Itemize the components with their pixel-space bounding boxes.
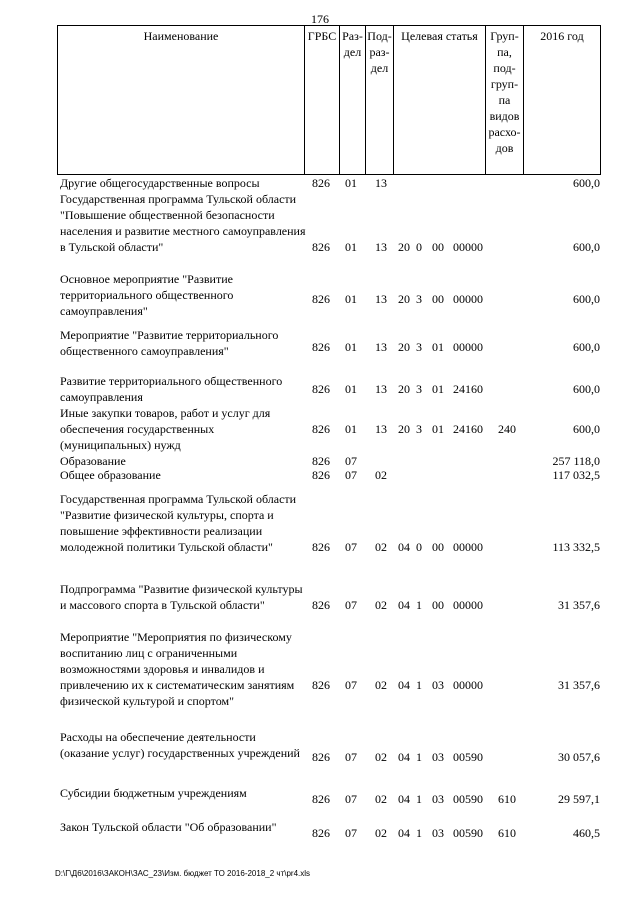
row-name: Иные закупки товаров, работ и услуг для обеспечения государственных (муниципальных) нужд bbox=[60, 406, 271, 452]
cell-t1: 04 bbox=[398, 678, 410, 692]
cell-t3: 03 bbox=[432, 826, 444, 840]
cell-vid: 240 bbox=[498, 422, 516, 436]
cell-t3: 01 bbox=[432, 340, 444, 354]
header-expense-type: Груп- па, под- груп- па видов расхо- дов bbox=[486, 26, 524, 175]
cell-t4: 00000 bbox=[453, 598, 483, 612]
row-name: Общее образование bbox=[60, 468, 161, 482]
table-header bbox=[57, 25, 601, 175]
cell-razd: 01 bbox=[345, 292, 357, 306]
cell-t4: 00590 bbox=[453, 826, 483, 840]
row-name: Образование bbox=[60, 454, 126, 468]
cell-razd: 07 bbox=[345, 540, 357, 554]
cell-vid: 610 bbox=[498, 826, 516, 840]
table-row bbox=[57, 191, 603, 271]
table-row bbox=[57, 405, 603, 453]
header-grbs: ГРБС bbox=[305, 26, 340, 175]
cell-t2: 3 bbox=[416, 292, 422, 306]
row-name: Мероприятие "Мероприятия по физическому воспитанию лиц с ограниченными возможностями здоровья и инвалидов и привлечению их к систематическим занятиям физической культурой и спортом" bbox=[60, 630, 295, 708]
cell-t2: 1 bbox=[416, 678, 422, 692]
row-name: Закон Тульской области "Об образовании" bbox=[60, 820, 277, 834]
cell-pod: 13 bbox=[375, 176, 387, 190]
cell-t2: 0 bbox=[416, 240, 422, 254]
cell-pod: 13 bbox=[375, 422, 387, 436]
cell-t1: 20 bbox=[398, 422, 410, 436]
cell-t1: 20 bbox=[398, 292, 410, 306]
cell-t3: 01 bbox=[432, 422, 444, 436]
cell-pod: 02 bbox=[375, 826, 387, 840]
cell-t4: 00000 bbox=[453, 678, 483, 692]
cell-razd: 07 bbox=[345, 826, 357, 840]
cell-t2: 1 bbox=[416, 792, 422, 806]
cell-razd: 01 bbox=[345, 422, 357, 436]
cell-sum: 113 332,5 bbox=[552, 540, 600, 554]
cell-t1: 04 bbox=[398, 750, 410, 764]
table-row bbox=[57, 629, 603, 725]
cell-t3: 00 bbox=[432, 240, 444, 254]
cell-pod: 13 bbox=[375, 382, 387, 396]
cell-pod: 02 bbox=[375, 792, 387, 806]
cell-pod: 13 bbox=[375, 240, 387, 254]
cell-sum: 460,5 bbox=[573, 826, 600, 840]
row-name: Развитие территориального общественного самоуправления bbox=[60, 374, 283, 404]
table-row bbox=[57, 729, 603, 785]
cell-t3: 00 bbox=[432, 540, 444, 554]
cell-razd: 01 bbox=[345, 176, 357, 190]
header-target-article: Целевая статья bbox=[394, 26, 486, 175]
cell-sum: 31 357,6 bbox=[558, 678, 600, 692]
cell-t3: 00 bbox=[432, 292, 444, 306]
cell-sum: 31 357,6 bbox=[558, 598, 600, 612]
cell-t4: 24160 bbox=[453, 382, 483, 396]
cell-grbs: 826 bbox=[312, 468, 330, 482]
cell-t1: 04 bbox=[398, 598, 410, 612]
cell-grbs: 826 bbox=[312, 598, 330, 612]
cell-t4: 00000 bbox=[453, 340, 483, 354]
cell-pod: 02 bbox=[375, 468, 387, 482]
cell-grbs: 826 bbox=[312, 792, 330, 806]
cell-t3: 03 bbox=[432, 792, 444, 806]
cell-grbs: 826 bbox=[312, 176, 330, 190]
cell-t1: 04 bbox=[398, 540, 410, 554]
cell-sum: 30 057,6 bbox=[558, 750, 600, 764]
cell-t1: 04 bbox=[398, 826, 410, 840]
cell-razd: 01 bbox=[345, 340, 357, 354]
cell-t2: 3 bbox=[416, 340, 422, 354]
cell-t4: 24160 bbox=[453, 422, 483, 436]
cell-sum: 600,0 bbox=[573, 382, 600, 396]
cell-sum: 117 032,5 bbox=[552, 468, 600, 482]
cell-t2: 1 bbox=[416, 826, 422, 840]
cell-razd: 07 bbox=[345, 678, 357, 692]
table-row bbox=[57, 467, 603, 485]
row-name: Расходы на обеспечение деятельности (оказание услуг) государственных учреждений bbox=[60, 730, 300, 760]
cell-sum: 29 597,1 bbox=[558, 792, 600, 806]
cell-sum: 600,0 bbox=[573, 422, 600, 436]
cell-t1: 20 bbox=[398, 382, 410, 396]
cell-grbs: 826 bbox=[312, 382, 330, 396]
header-podrazdel: Под- раз- дел bbox=[366, 26, 394, 175]
cell-razd: 07 bbox=[345, 454, 357, 468]
cell-t1: 04 bbox=[398, 792, 410, 806]
table-row bbox=[57, 581, 603, 627]
cell-pod: 02 bbox=[375, 540, 387, 554]
cell-grbs: 826 bbox=[312, 340, 330, 354]
cell-sum: 600,0 bbox=[573, 240, 600, 254]
cell-razd: 07 bbox=[345, 598, 357, 612]
cell-pod: 02 bbox=[375, 678, 387, 692]
cell-sum: 257 118,0 bbox=[552, 454, 600, 468]
cell-sum: 600,0 bbox=[573, 340, 600, 354]
cell-sum: 600,0 bbox=[573, 176, 600, 190]
table-row bbox=[57, 373, 603, 405]
cell-t4: 00000 bbox=[453, 540, 483, 554]
cell-grbs: 826 bbox=[312, 826, 330, 840]
page-number: 176 bbox=[311, 12, 329, 26]
cell-grbs: 826 bbox=[312, 678, 330, 692]
cell-t3: 01 bbox=[432, 382, 444, 396]
cell-grbs: 826 bbox=[312, 240, 330, 254]
row-name: Субсидии бюджетным учреждениям bbox=[60, 786, 247, 800]
table-row bbox=[57, 271, 603, 323]
cell-t4: 00590 bbox=[453, 750, 483, 764]
cell-t2: 1 bbox=[416, 750, 422, 764]
cell-pod: 02 bbox=[375, 598, 387, 612]
cell-grbs: 826 bbox=[312, 750, 330, 764]
row-name: Государственная программа Тульской области "Повышение общественной безопасности населения и развитие местного самоуправления в Тульской области" bbox=[60, 192, 306, 254]
cell-t4: 00000 bbox=[453, 240, 483, 254]
cell-t4: 00000 bbox=[453, 292, 483, 306]
cell-t3: 03 bbox=[432, 678, 444, 692]
cell-t2: 0 bbox=[416, 540, 422, 554]
cell-grbs: 826 bbox=[312, 454, 330, 468]
cell-razd: 01 bbox=[345, 240, 357, 254]
cell-sum: 600,0 bbox=[573, 292, 600, 306]
cell-grbs: 826 bbox=[312, 292, 330, 306]
cell-pod: 02 bbox=[375, 750, 387, 764]
cell-t2: 3 bbox=[416, 422, 422, 436]
table-row bbox=[57, 819, 603, 853]
cell-grbs: 826 bbox=[312, 422, 330, 436]
row-name: Подпрограмма "Развитие физической культуры и массового спорта в Тульской области" bbox=[60, 582, 303, 612]
cell-pod: 13 bbox=[375, 292, 387, 306]
cell-razd: 01 bbox=[345, 382, 357, 396]
row-name: Государственная программа Тульской области "Развитие физической культуры, спорта и повышение эффективности реализации молодежной политики Тульской области" bbox=[60, 492, 297, 554]
header-name: Наименование bbox=[58, 26, 305, 175]
row-name: Мероприятие "Развитие территориального общественного самоуправления" bbox=[60, 328, 279, 358]
row-name: Основное мероприятие "Развитие территориального общественного самоуправления" bbox=[60, 272, 234, 318]
file-path-footer: D:\Г\Д6\2016\ЗАКОН\ЗАС_23\Изм. бюджет ТО 2016-2018_2 чт\pr4.xls bbox=[55, 869, 311, 878]
cell-grbs: 826 bbox=[312, 540, 330, 554]
row-name: Другие общегосударственные вопросы bbox=[60, 176, 260, 190]
cell-t1: 20 bbox=[398, 240, 410, 254]
cell-t2: 1 bbox=[416, 598, 422, 612]
cell-t4: 00590 bbox=[453, 792, 483, 806]
cell-t3: 00 bbox=[432, 598, 444, 612]
header-year-2016: 2016 год bbox=[524, 26, 601, 175]
table-row bbox=[57, 491, 603, 581]
cell-vid: 610 bbox=[498, 792, 516, 806]
table-row bbox=[57, 175, 603, 191]
header-razdel: Раз- дел bbox=[340, 26, 366, 175]
cell-t3: 03 bbox=[432, 750, 444, 764]
cell-t2: 3 bbox=[416, 382, 422, 396]
cell-razd: 07 bbox=[345, 750, 357, 764]
table-row bbox=[57, 785, 603, 819]
cell-razd: 07 bbox=[345, 792, 357, 806]
table-row bbox=[57, 327, 603, 369]
cell-t1: 20 bbox=[398, 340, 410, 354]
cell-pod: 13 bbox=[375, 340, 387, 354]
cell-razd: 07 bbox=[345, 468, 357, 482]
